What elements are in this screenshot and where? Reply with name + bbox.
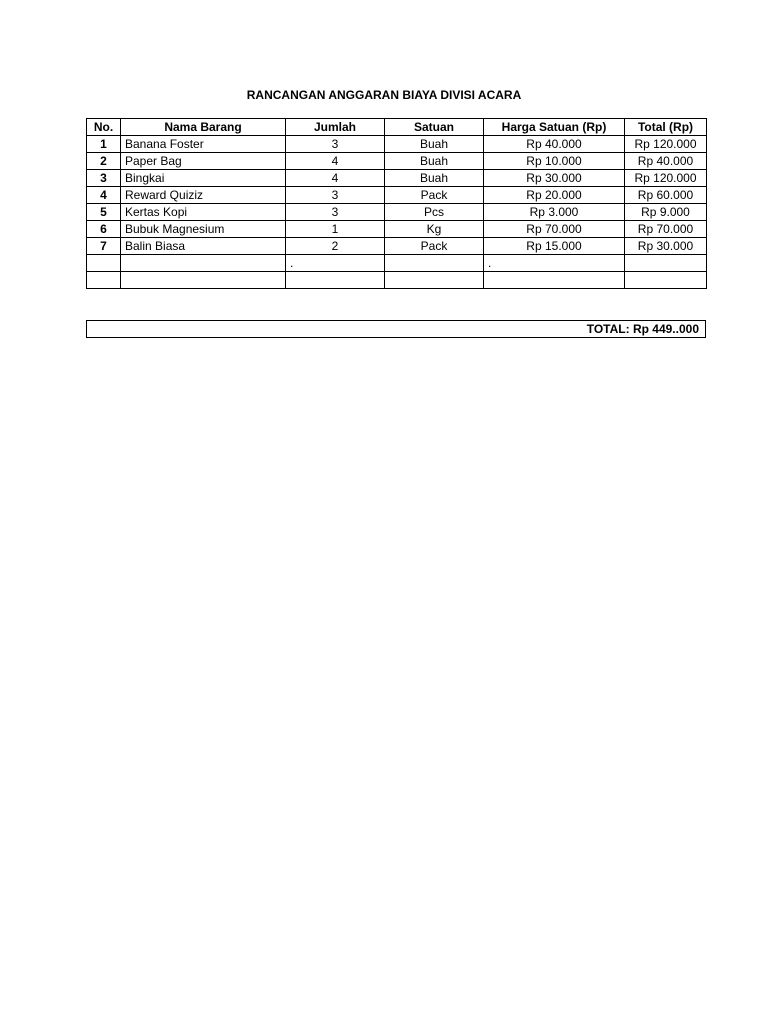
cell-satuan: Kg	[385, 221, 484, 238]
cell-jumlah: 3	[286, 187, 385, 204]
table-row	[87, 221, 707, 238]
table-row	[87, 153, 707, 170]
table-row	[87, 136, 707, 153]
header-jumlah: Jumlah	[286, 119, 385, 136]
cell-jumlah: 3	[286, 204, 385, 221]
cell-no	[87, 272, 121, 289]
cell-nama-barang: Bubuk Magnesium	[121, 221, 286, 238]
cell-total: Rp 30.000	[625, 238, 707, 255]
header-nama-barang: Nama Barang	[121, 119, 286, 136]
cell-total: Rp 60.000	[625, 187, 707, 204]
grand-total-box	[86, 320, 706, 338]
cell-no: 5	[87, 204, 121, 221]
table-row-blank	[87, 272, 707, 289]
table-row-blank	[87, 255, 707, 272]
cell-no: 3	[87, 170, 121, 187]
cell-jumlah: 1	[286, 221, 385, 238]
cell-nama-barang	[121, 255, 286, 272]
header-harga-satuan: Harga Satuan (Rp)	[484, 119, 625, 136]
table-header-row	[87, 119, 707, 136]
cell-jumlah: 4	[286, 153, 385, 170]
cell-jumlah: .	[286, 255, 385, 272]
cell-satuan	[385, 272, 484, 289]
cell-satuan: Pcs	[385, 204, 484, 221]
cell-no: 6	[87, 221, 121, 238]
cell-satuan: Pack	[385, 187, 484, 204]
cell-nama-barang: Paper Bag	[121, 153, 286, 170]
cell-total: Rp 120.000	[625, 136, 707, 153]
header-total: Total (Rp)	[625, 119, 707, 136]
cell-satuan	[385, 255, 484, 272]
cell-no	[87, 255, 121, 272]
cell-no: 4	[87, 187, 121, 204]
cell-harga-satuan	[484, 272, 625, 289]
header-satuan: Satuan	[385, 119, 484, 136]
cell-harga-satuan: Rp 15.000	[484, 238, 625, 255]
cell-jumlah	[286, 272, 385, 289]
cell-harga-satuan: Rp 30.000	[484, 170, 625, 187]
cell-total	[625, 272, 707, 289]
cell-nama-barang: Banana Foster	[121, 136, 286, 153]
cell-no: 2	[87, 153, 121, 170]
cell-harga-satuan: Rp 3.000	[484, 204, 625, 221]
cell-no: 7	[87, 238, 121, 255]
cell-satuan: Pack	[385, 238, 484, 255]
cell-jumlah: 2	[286, 238, 385, 255]
cell-harga-satuan: Rp 70.000	[484, 221, 625, 238]
cell-total: Rp 70.000	[625, 221, 707, 238]
cell-jumlah: 3	[286, 136, 385, 153]
table-row	[87, 187, 707, 204]
cell-satuan: Buah	[385, 136, 484, 153]
cell-harga-satuan: Rp 20.000	[484, 187, 625, 204]
cell-satuan: Buah	[385, 153, 484, 170]
cell-jumlah: 4	[286, 170, 385, 187]
table-row	[87, 238, 707, 255]
document-title: RANCANGAN ANGGARAN BIAYA DIVISI ACARA	[246, 88, 522, 102]
cell-nama-barang: Balin Biasa	[121, 238, 286, 255]
cell-total: Rp 40.000	[625, 153, 707, 170]
header-no: No.	[87, 119, 121, 136]
cell-harga-satuan: Rp 10.000	[484, 153, 625, 170]
cell-nama-barang: Reward Quiziz	[121, 187, 286, 204]
cell-satuan: Buah	[385, 170, 484, 187]
cell-total: Rp 120.000	[625, 170, 707, 187]
table-row	[87, 170, 707, 187]
cell-total: Rp 9.000	[625, 204, 707, 221]
cell-nama-barang	[121, 272, 286, 289]
cell-nama-barang: Bingkai	[121, 170, 286, 187]
cell-no: 1	[87, 136, 121, 153]
cell-harga-satuan: Rp 40.000	[484, 136, 625, 153]
grand-total-label: TOTAL: Rp 449..000	[586, 322, 699, 336]
cell-nama-barang: Kertas Kopi	[121, 204, 286, 221]
cell-harga-satuan: .	[484, 255, 625, 272]
budget-table	[86, 118, 707, 289]
cell-total	[625, 255, 707, 272]
table-row	[87, 204, 707, 221]
